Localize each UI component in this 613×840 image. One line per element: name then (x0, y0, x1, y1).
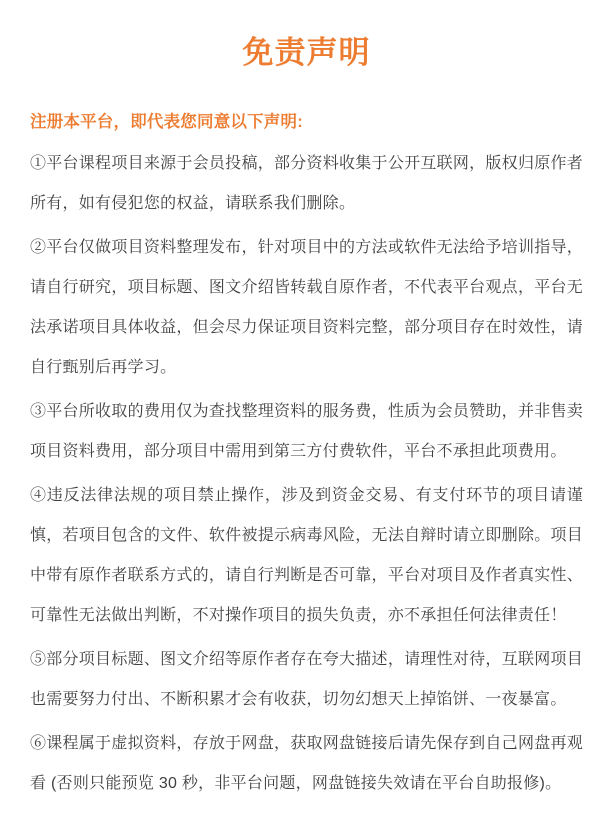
disclaimer-paragraph-list (30, 144, 583, 804)
intro-statement: 注册本平台，即代表您同意以下声明: (30, 113, 303, 131)
disclaimer-paragraph-6: ⑥课程属于虚拟资料，存放于网盘，获取网盘链接后请先保存到自己网盘再观看 (否则只能预览 30 秒，非平台问题，网盘链接失效请在平台自助报修)。 (30, 735, 583, 792)
disclaimer-paragraph-3: ③平台所收取的费用仅为查找整理资料的服务费，性质为会员赞助，并非售卖项目资料费用，部分项目中需用到第三方付费软件，平台不承担此项费用。 (30, 403, 583, 460)
disclaimer-paragraph-5: ⑤部分项目标题、图文介绍等原作者存在夸大描述，请理性对待，互联网项目也需要努力付出、不断积累才会有收获，切勿幻想天上掉馅饼、一夜暴富。 (30, 651, 583, 708)
disclaimer-paragraph-1: ①平台课程项目来源于会员投稿，部分资料收集于公开互联网，版权归原作者所有，如有侵犯您的权益，请联系我们删除。 (30, 155, 583, 212)
disclaimer-paragraph-2: ②平台仅做项目资料整理发布，针对项目中的方法或软件无法给予培训指导，请自行研究，项目标题、图文介绍皆转载自原作者，不代表平台观点，平台无法承诺项目具体收益，但会尽力保证项目资料完整，部分项目存在时效性，请自行甄别后再学习。 (30, 239, 583, 376)
disclaimer-paragraph-4: ④违反法律法规的项目禁止操作，涉及到资金交易、有支付环节的项目请谨慎，若项目包含的文件、软件被提示病毒风险，无法自辩时请立即删除。项目中带有原作者联系方式的，请自行判断是否可靠，平台对项目及作者真实性、可靠性无法做出判断，不对操作项目的损失负责，亦不承担任何法律责任！ (30, 487, 583, 624)
page-title: 免责声明 (242, 35, 371, 70)
